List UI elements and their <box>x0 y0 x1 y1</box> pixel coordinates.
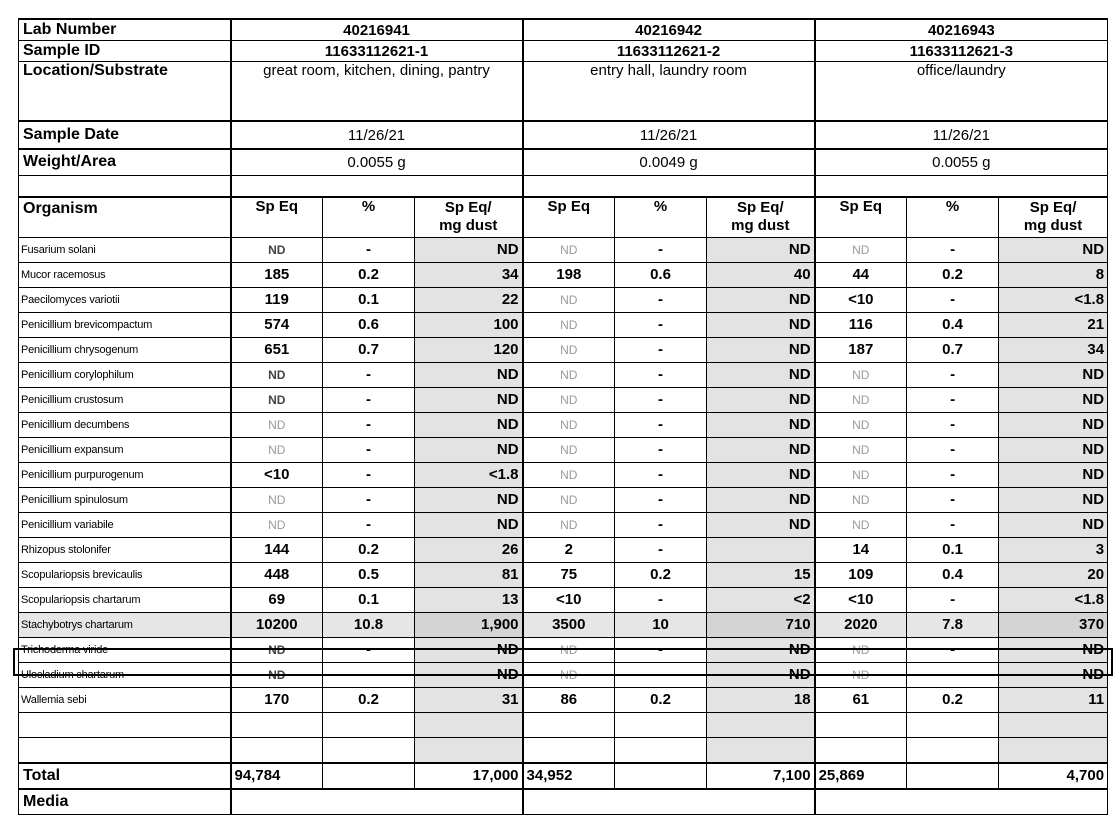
empty-cell <box>707 712 815 737</box>
value-cell: <1.8 <box>415 462 523 487</box>
value-cell: - <box>907 462 999 487</box>
col-sp-eq: Sp Eq <box>815 197 907 237</box>
value-cell: ND <box>415 637 523 662</box>
lab-number-1: 40216941 <box>231 19 523 41</box>
empty-cell <box>231 712 323 737</box>
value-cell: - <box>907 587 999 612</box>
col-sp-eq-per-dust <box>415 197 523 237</box>
sample-date-3: 11/26/21 <box>815 121 1108 149</box>
col-sp-eq: Sp Eq <box>231 197 323 237</box>
empty-cell <box>523 737 615 763</box>
table-row <box>19 287 1108 312</box>
value-cell: ND <box>523 512 615 537</box>
value-cell: 22 <box>415 287 523 312</box>
organism-name: Wallemia sebi <box>19 687 231 712</box>
value-cell: - <box>615 237 707 262</box>
value-cell: ND <box>523 362 615 387</box>
total-value <box>323 763 415 789</box>
spacer-cell <box>815 175 1108 197</box>
value-cell: 0.2 <box>615 687 707 712</box>
col-sp-eq-per-dust-line2: mg dust <box>1023 217 1083 235</box>
value-cell: 0.1 <box>323 587 415 612</box>
value-cell: 0.5 <box>323 562 415 587</box>
value-cell: <1.8 <box>999 287 1108 312</box>
total-value: 4,700 <box>999 763 1108 789</box>
empty-row <box>19 737 1108 763</box>
mold-analysis-table <box>18 18 1108 815</box>
value-cell: 75 <box>523 562 615 587</box>
value-cell: 448 <box>231 562 323 587</box>
col-sp-eq-per-dust-line1: Sp Eq/ <box>1029 199 1077 217</box>
value-cell: ND <box>523 637 615 662</box>
value-cell: ND <box>231 637 323 662</box>
table-row <box>19 512 1108 537</box>
value-cell: 81 <box>415 562 523 587</box>
value-cell <box>707 537 815 562</box>
value-cell: ND <box>415 362 523 387</box>
value-cell: ND <box>707 512 815 537</box>
sample-date-2: 11/26/21 <box>523 121 815 149</box>
col-sp-eq-per-dust-line2: mg dust <box>439 217 498 235</box>
value-cell: 116 <box>815 312 907 337</box>
value-cell: ND <box>707 337 815 362</box>
value-cell: 3 <box>999 537 1108 562</box>
value-cell: - <box>615 637 707 662</box>
table-row <box>19 237 1108 262</box>
empty-cell <box>415 712 523 737</box>
value-cell: - <box>907 512 999 537</box>
sample-id-2: 11633112621-2 <box>523 41 815 62</box>
value-cell: - <box>323 462 415 487</box>
value-cell: ND <box>999 437 1108 462</box>
value-cell: 0.1 <box>907 537 999 562</box>
organism-name: Penicillium corylophilum <box>19 362 231 387</box>
empty-cell <box>815 712 907 737</box>
value-cell: - <box>615 312 707 337</box>
empty-cell <box>19 712 231 737</box>
value-cell: ND <box>415 387 523 412</box>
value-cell: ND <box>999 512 1108 537</box>
value-cell: ND <box>815 487 907 512</box>
organism-name: Stachybotrys chartarum <box>19 612 231 637</box>
weight-label: Weight/Area <box>19 149 231 175</box>
value-cell: 14 <box>815 537 907 562</box>
sample-date-label: Sample Date <box>19 121 231 149</box>
organism-label: Organism <box>19 197 231 237</box>
col-sp-eq-per-dust <box>999 197 1108 237</box>
value-cell: ND <box>523 412 615 437</box>
total-value: 17,000 <box>415 763 523 789</box>
value-cell: - <box>615 487 707 512</box>
value-cell: ND <box>415 662 523 687</box>
value-cell: 2 <box>523 537 615 562</box>
value-cell: 198 <box>523 262 615 287</box>
value-cell: 34 <box>415 262 523 287</box>
value-cell: ND <box>415 512 523 537</box>
empty-cell <box>415 737 523 763</box>
empty-cell <box>323 712 415 737</box>
value-cell: ND <box>815 662 907 687</box>
value-cell: 0.2 <box>323 262 415 287</box>
value-cell: 144 <box>231 537 323 562</box>
weight-1: 0.0055 g <box>231 149 523 175</box>
sample-date-row <box>19 121 1108 149</box>
value-cell: 187 <box>815 337 907 362</box>
value-cell: 109 <box>815 562 907 587</box>
total-row <box>19 763 1108 789</box>
value-cell: 15 <box>707 562 815 587</box>
value-cell: ND <box>231 387 323 412</box>
table-row <box>19 537 1108 562</box>
value-cell: ND <box>707 462 815 487</box>
sample-id-label: Sample ID <box>19 41 231 62</box>
value-cell: 18 <box>707 687 815 712</box>
value-cell: ND <box>707 287 815 312</box>
location-label: Location/Substrate <box>19 62 231 122</box>
value-cell: ND <box>999 662 1108 687</box>
location-row <box>19 62 1108 122</box>
organism-name: Trichoderma viride <box>19 637 231 662</box>
col-pct: % <box>323 197 415 237</box>
value-cell: 710 <box>707 612 815 637</box>
total-value: 7,100 <box>707 763 815 789</box>
value-cell: 370 <box>999 612 1108 637</box>
value-cell: ND <box>707 637 815 662</box>
empty-cell <box>615 737 707 763</box>
value-cell: - <box>907 362 999 387</box>
value-cell: 3500 <box>523 612 615 637</box>
value-cell: 0.4 <box>907 312 999 337</box>
table-row <box>19 412 1108 437</box>
value-cell: 0.2 <box>323 537 415 562</box>
value-cell: - <box>615 662 707 687</box>
value-cell: 34 <box>999 337 1108 362</box>
value-cell: 100 <box>415 312 523 337</box>
empty-cell <box>231 737 323 763</box>
value-cell: ND <box>815 462 907 487</box>
value-cell: ND <box>523 662 615 687</box>
value-cell: - <box>615 537 707 562</box>
value-cell: - <box>907 637 999 662</box>
organism-name: Rhizopus stolonifer <box>19 537 231 562</box>
value-cell: - <box>323 637 415 662</box>
value-cell: ND <box>815 362 907 387</box>
value-cell: ND <box>999 462 1108 487</box>
total-value: 34,952 <box>523 763 615 789</box>
location-1: great room, kitchen, dining, pantry <box>231 62 523 122</box>
value-cell: ND <box>231 237 323 262</box>
lab-number-row <box>19 19 1108 41</box>
value-cell: ND <box>815 437 907 462</box>
location-2: entry hall, laundry room <box>523 62 815 122</box>
organism-name: Penicillium chrysogenum <box>19 337 231 362</box>
value-cell: 44 <box>815 262 907 287</box>
value-cell: ND <box>707 662 815 687</box>
value-cell: 10 <box>615 612 707 637</box>
empty-cell <box>999 737 1108 763</box>
media-label: Media <box>19 789 231 815</box>
empty-cell <box>815 737 907 763</box>
value-cell: 7.8 <box>907 612 999 637</box>
sample-id-1: 11633112621-1 <box>231 41 523 62</box>
value-cell: 61 <box>815 687 907 712</box>
value-cell: ND <box>999 487 1108 512</box>
value-cell: ND <box>523 287 615 312</box>
value-cell: - <box>323 412 415 437</box>
value-cell: ND <box>523 337 615 362</box>
value-cell: 26 <box>415 537 523 562</box>
table-row <box>19 437 1108 462</box>
value-cell: - <box>615 512 707 537</box>
value-cell: - <box>615 362 707 387</box>
value-cell: 0.7 <box>907 337 999 362</box>
value-cell: 40 <box>707 262 815 287</box>
table-row <box>19 462 1108 487</box>
value-cell: <1.8 <box>999 587 1108 612</box>
empty-cell <box>523 712 615 737</box>
empty-cell <box>907 737 999 763</box>
value-cell: ND <box>999 362 1108 387</box>
value-cell: 185 <box>231 262 323 287</box>
value-cell: 2020 <box>815 612 907 637</box>
organism-name: Penicillium brevicompactum <box>19 312 231 337</box>
value-cell: ND <box>707 237 815 262</box>
value-cell: ND <box>231 487 323 512</box>
value-cell: - <box>615 437 707 462</box>
value-cell: 8 <box>999 262 1108 287</box>
value-cell: ND <box>999 412 1108 437</box>
value-cell: 10.8 <box>323 612 415 637</box>
value-cell: - <box>615 287 707 312</box>
value-cell: 10200 <box>231 612 323 637</box>
value-cell: 0.4 <box>907 562 999 587</box>
col-sp-eq: Sp Eq <box>523 197 615 237</box>
value-cell: 1,900 <box>415 612 523 637</box>
col-pct: % <box>907 197 999 237</box>
value-cell: - <box>323 662 415 687</box>
value-cell: ND <box>815 412 907 437</box>
value-cell: - <box>907 237 999 262</box>
organism-name: Penicillium expansum <box>19 437 231 462</box>
value-cell: - <box>323 387 415 412</box>
value-cell: <10 <box>231 462 323 487</box>
col-sp-eq-per-dust-line1: Sp Eq/ <box>444 199 492 217</box>
value-cell: - <box>323 512 415 537</box>
value-cell: ND <box>231 362 323 387</box>
value-cell: - <box>615 337 707 362</box>
organism-name: Penicillium purpurogenum <box>19 462 231 487</box>
col-pct: % <box>615 197 707 237</box>
total-value <box>615 763 707 789</box>
value-cell: <2 <box>707 587 815 612</box>
value-cell: 69 <box>231 587 323 612</box>
value-cell: ND <box>707 312 815 337</box>
value-cell: ND <box>523 237 615 262</box>
value-cell: - <box>907 287 999 312</box>
table-row <box>19 587 1108 612</box>
value-cell: ND <box>999 237 1108 262</box>
value-cell: 119 <box>231 287 323 312</box>
organism-name: Paecilomyces variotii <box>19 287 231 312</box>
spacer-cell <box>231 175 523 197</box>
sample-date-1: 11/26/21 <box>231 121 523 149</box>
table-row <box>19 687 1108 712</box>
value-cell: ND <box>707 412 815 437</box>
value-cell: - <box>907 412 999 437</box>
total-value: 94,784 <box>231 763 323 789</box>
value-cell: - <box>615 587 707 612</box>
value-cell: ND <box>999 637 1108 662</box>
value-cell: ND <box>815 387 907 412</box>
col-sp-eq-per-dust <box>707 197 815 237</box>
table-row <box>19 387 1108 412</box>
sample-id-row <box>19 41 1108 62</box>
value-cell: 11 <box>999 687 1108 712</box>
table-row <box>19 612 1108 637</box>
value-cell: <10 <box>815 287 907 312</box>
media-cell <box>815 789 1108 815</box>
value-cell: 0.6 <box>323 312 415 337</box>
value-cell: - <box>615 412 707 437</box>
value-cell: ND <box>523 387 615 412</box>
value-cell: ND <box>523 462 615 487</box>
empty-cell <box>323 737 415 763</box>
total-value: 25,869 <box>815 763 907 789</box>
empty-cell <box>999 712 1108 737</box>
table-row <box>19 562 1108 587</box>
table-row <box>19 662 1108 687</box>
spacer-cell <box>523 175 815 197</box>
sample-id-3: 11633112621-3 <box>815 41 1108 62</box>
organism-name: Mucor racemosus <box>19 262 231 287</box>
spacer-cell <box>19 175 231 197</box>
organism-name: Scopulariopsis brevicaulis <box>19 562 231 587</box>
value-cell: 0.2 <box>907 262 999 287</box>
value-cell: ND <box>523 487 615 512</box>
value-cell: - <box>907 662 999 687</box>
table-row <box>19 262 1108 287</box>
value-cell: - <box>907 437 999 462</box>
value-cell: - <box>323 237 415 262</box>
value-cell: ND <box>707 387 815 412</box>
value-cell: - <box>615 387 707 412</box>
empty-row <box>19 712 1108 737</box>
value-cell: 0.1 <box>323 287 415 312</box>
empty-cell <box>19 737 231 763</box>
weight-3: 0.0055 g <box>815 149 1108 175</box>
value-cell: ND <box>523 312 615 337</box>
value-cell: ND <box>815 237 907 262</box>
value-cell: ND <box>231 412 323 437</box>
value-cell: 21 <box>999 312 1108 337</box>
organism-name: Penicillium decumbens <box>19 412 231 437</box>
value-cell: ND <box>815 512 907 537</box>
value-cell: 13 <box>415 587 523 612</box>
col-sp-eq-per-dust-line1: Sp Eq/ <box>736 199 784 217</box>
value-cell: - <box>907 487 999 512</box>
organism-name: Ulocladium chartarum <box>19 662 231 687</box>
weight-2: 0.0049 g <box>523 149 815 175</box>
column-header-row <box>19 197 1108 237</box>
table-row <box>19 337 1108 362</box>
empty-cell <box>907 712 999 737</box>
table-row <box>19 362 1108 387</box>
value-cell: ND <box>707 487 815 512</box>
weight-row <box>19 149 1108 175</box>
value-cell: 0.6 <box>615 262 707 287</box>
location-3: office/laundry <box>815 62 1108 122</box>
value-cell: ND <box>707 437 815 462</box>
col-sp-eq-per-dust-line2: mg dust <box>731 217 790 235</box>
value-cell: 86 <box>523 687 615 712</box>
value-cell: 170 <box>231 687 323 712</box>
value-cell: 651 <box>231 337 323 362</box>
value-cell: ND <box>523 437 615 462</box>
value-cell: - <box>323 487 415 512</box>
table-row <box>19 312 1108 337</box>
organism-name: Penicillium crustosum <box>19 387 231 412</box>
organism-name: Scopulariopsis chartarum <box>19 587 231 612</box>
value-cell: 0.2 <box>323 687 415 712</box>
lab-number-2: 40216942 <box>523 19 815 41</box>
value-cell: ND <box>231 662 323 687</box>
value-cell: ND <box>231 512 323 537</box>
value-cell: ND <box>415 412 523 437</box>
spacer-row <box>19 175 1108 197</box>
empty-cell <box>707 737 815 763</box>
value-cell: ND <box>999 387 1108 412</box>
value-cell: ND <box>231 437 323 462</box>
value-cell: - <box>615 462 707 487</box>
value-cell: <10 <box>523 587 615 612</box>
table-row <box>19 487 1108 512</box>
value-cell: 20 <box>999 562 1108 587</box>
value-cell: ND <box>815 637 907 662</box>
lab-number-label: Lab Number <box>19 19 231 41</box>
media-cell <box>523 789 815 815</box>
value-cell: - <box>323 362 415 387</box>
value-cell: - <box>323 437 415 462</box>
value-cell: 31 <box>415 687 523 712</box>
value-cell: 0.2 <box>907 687 999 712</box>
lab-number-3: 40216943 <box>815 19 1108 41</box>
value-cell: <10 <box>815 587 907 612</box>
media-cell <box>231 789 523 815</box>
value-cell: 0.7 <box>323 337 415 362</box>
value-cell: 120 <box>415 337 523 362</box>
empty-cell <box>615 712 707 737</box>
value-cell: 0.2 <box>615 562 707 587</box>
organism-name: Fusarium solani <box>19 237 231 262</box>
value-cell: ND <box>707 362 815 387</box>
total-value <box>907 763 999 789</box>
media-row <box>19 789 1108 815</box>
value-cell: 574 <box>231 312 323 337</box>
value-cell: ND <box>415 437 523 462</box>
total-label: Total <box>19 763 231 789</box>
value-cell: - <box>907 387 999 412</box>
value-cell: ND <box>415 237 523 262</box>
organism-name: Penicillium variabile <box>19 512 231 537</box>
table-row <box>19 637 1108 662</box>
value-cell: ND <box>415 487 523 512</box>
organism-name: Penicillium spinulosum <box>19 487 231 512</box>
